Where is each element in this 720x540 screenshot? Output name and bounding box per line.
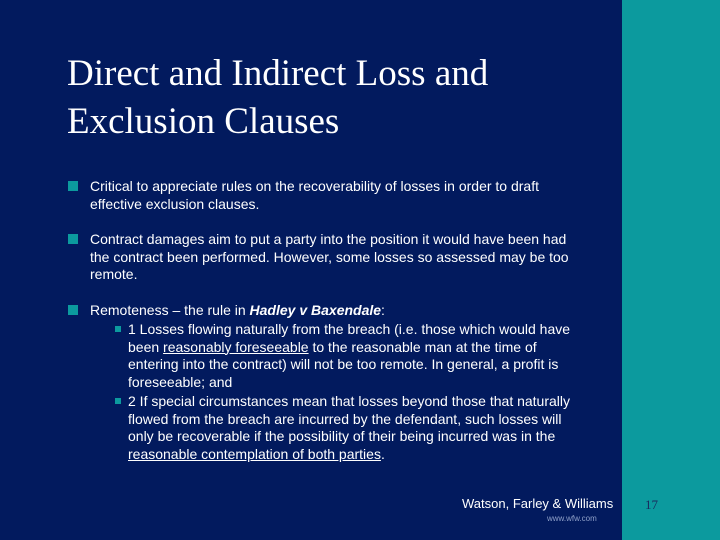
sidebar-panel	[622, 0, 720, 540]
bullet-text-prefix: Remoteness – the rule in	[90, 301, 250, 318]
sub-bullet-item	[90, 321, 588, 391]
case-name: Hadley v Baxendale	[249, 301, 382, 318]
sub-bullet-text	[128, 393, 570, 462]
page-number: 17	[645, 497, 658, 512]
sub-text-part: 1 Losses flowing naturally from the breach (i.e. those which would have been	[128, 321, 571, 355]
bullet-item	[68, 302, 588, 464]
bullet-item	[68, 231, 588, 284]
bullet-text-suffix: :	[381, 301, 385, 318]
underlined-phrase: reasonably foreseeable	[163, 338, 309, 355]
small-square-bullet-icon	[115, 326, 121, 332]
slide-title	[67, 50, 607, 146]
square-bullet-icon	[68, 181, 78, 191]
firm-logo-text: Watson, Farley & Williams	[462, 496, 614, 511]
sub-text-part: 2 If special circumstances mean that losses beyond those that naturally flowed from the breach are incurred by the defendant, such losses will only be recoverable if the possibility of their being incurred was in the	[128, 393, 571, 444]
small-square-bullet-icon	[115, 398, 121, 404]
firm-url: www.wfw.com	[547, 514, 597, 523]
sub-bullet-item	[90, 393, 588, 463]
bullet-item	[68, 178, 588, 213]
sub-bullet-text	[128, 321, 570, 390]
bullet-text: Critical to appreciate rules on the recoverability of losses in order to draft effective exclusion clauses.	[90, 178, 539, 212]
square-bullet-icon	[68, 234, 78, 244]
bullet-text: Contract damages aim to put a party into the position it would have been had the contract been performed. However, some losses so assessed may be too remote.	[90, 231, 569, 282]
underlined-phrase: reasonable contemplation of both parties	[128, 445, 381, 462]
square-bullet-icon	[68, 305, 78, 315]
bullet-list	[68, 178, 588, 481]
bullet-text	[90, 302, 588, 320]
title-line-1: Direct and Indirect Loss and	[67, 53, 489, 94]
sub-text-part: .	[380, 445, 385, 462]
sub-text-part: to the reasonable man at the time of entering into the contract) will not be too remote. In general, a profit is foreseeable; and	[128, 338, 559, 390]
title-line-2: Exclusion Clauses	[67, 101, 340, 142]
